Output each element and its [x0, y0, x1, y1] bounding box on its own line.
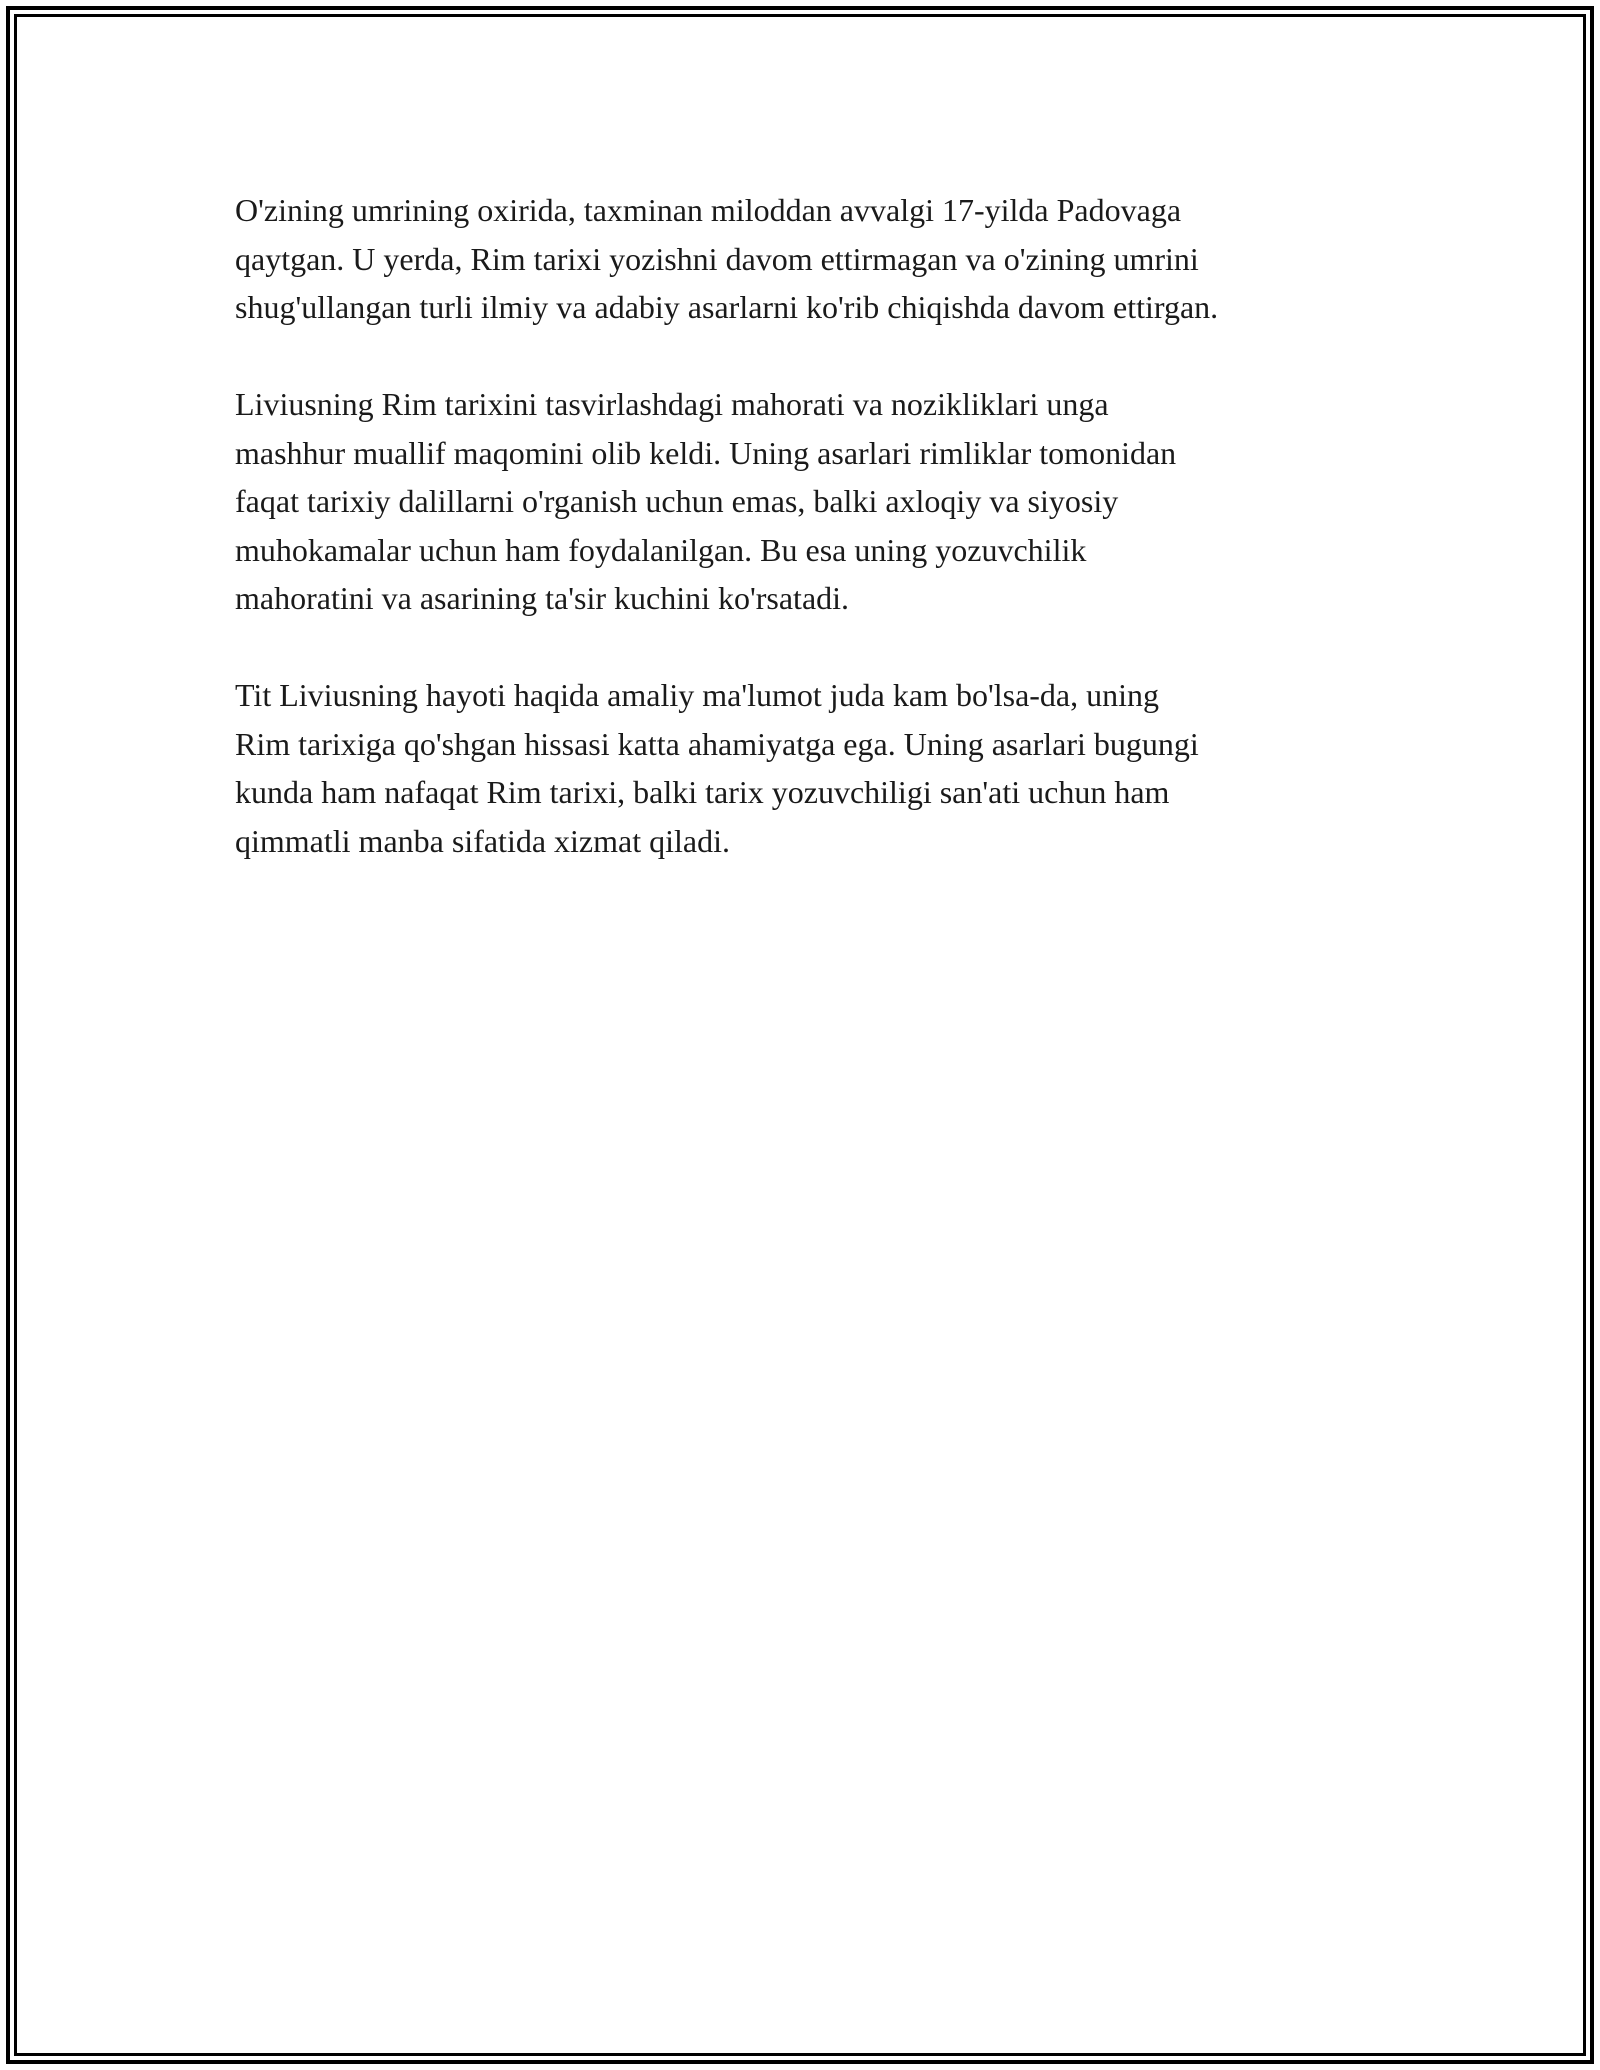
paragraph-line: muhokamalar uchun ham foydalanilgan. Bu esa uning yozuvchilik	[235, 531, 1087, 568]
paragraph-2	[235, 380, 1395, 623]
paragraph-line: Tit Liviusning hayoti haqida amaliy ma'lumot juda kam bo'lsa-da, uning	[235, 677, 1160, 713]
paragraph-line: Rim tarixiga qo'shgan hissasi katta ahamiyatga ega. Uning asarlari bugungi	[235, 725, 1199, 762]
paragraph-line: O'zining umrining oxirida, taxminan miloddan avvalgi 17-yilda Padovaga	[235, 192, 1182, 228]
paragraph-line: shug'ullangan turli ilmiy va adabiy asarlarni ko'rib chiqishda davom ettirgan.	[235, 289, 1219, 325]
paragraph-1	[235, 186, 1395, 332]
document-body	[235, 186, 1395, 914]
paragraph-line: Liviusning Rim tarixini tasvirlashdagi mahorati va nozikliklari unga	[235, 386, 1109, 422]
paragraph-line: mahoratini va asarining ta'sir kuchini ko'rsatadi.	[235, 580, 850, 616]
paragraph-line: qaytgan. U yerda, Rim tarixi yozishni davom ettirmagan va o'zining umrini	[235, 240, 1199, 277]
paragraph-line: mashhur muallif maqomini olib keldi. Uning asarlari rimliklar tomonidan	[235, 434, 1177, 471]
paragraph-line: kunda ham nafaqat Rim tarixi, balki tarix yozuvchiligi san'ati uchun ham	[235, 774, 1170, 810]
paragraph-3	[235, 671, 1395, 865]
paragraph-line: qimmatli manba sifatida xizmat qiladi.	[235, 822, 730, 859]
paragraph-line: faqat tarixiy dalillarni o'rganish uchun emas, balki axloqiy va siyosiy	[235, 483, 1119, 519]
